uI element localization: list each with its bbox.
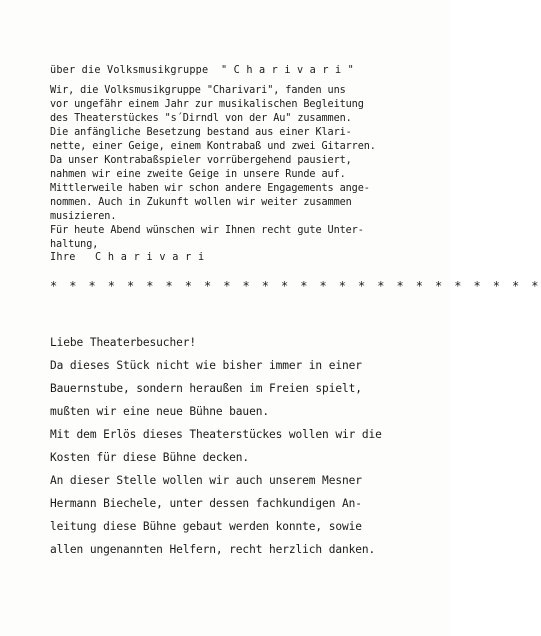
- section1-line: Da unser Kontrabaßspieler vorrübergehend pausiert,: [50, 155, 352, 166]
- section2-line: Kosten für diese Bühne decken.: [50, 451, 250, 464]
- star-divider: * * * * * * * * * * * * * * * * * * * * * * * * * *: [50, 279, 541, 293]
- section1-line: Die anfängliche Besetzung bestand aus einer Klari-: [50, 127, 352, 138]
- section2-line: An dieser Stelle wollen wir auch unserem Mesner: [50, 474, 362, 487]
- section1-line: nette, einer Geige, einem Kontrabaß und zwei Gitarren.: [50, 141, 376, 152]
- section1-line: vor ungefähr einem Jahr zur musikalischen Begleitung: [50, 99, 364, 110]
- section1-line: nahmen wir eine zweite Geige in unsere Runde auf.: [50, 169, 346, 180]
- section1-signature: Ihre C h a r i v a r i: [50, 252, 205, 263]
- section2-line: Bauernstube, sondern heraußen im Freien spielt,: [50, 382, 362, 395]
- section2-line: mußten wir eine neue Bühne bauen.: [50, 405, 269, 418]
- section1-line: des Theaterstückes "s´Dirndl von der Au" zusammen.: [50, 113, 352, 124]
- section1-line: Wir, die Volksmusikgruppe "Charivari", fanden uns: [50, 85, 346, 96]
- section1-line: haltung,: [50, 239, 99, 250]
- section2-greeting: Liebe Theaterbesucher!: [50, 336, 196, 349]
- section2-line: Da dieses Stück nicht wie bisher immer in einer: [50, 359, 362, 372]
- section2-line: Hermann Biechele, unter dessen fachkundigen An-: [50, 497, 362, 510]
- section2-line: Mit dem Erlös dieses Theaterstückes wollen wir die: [50, 428, 382, 441]
- section1-line: Mittlerweile haben wir schon andere Engagements ange-: [50, 183, 370, 194]
- section1-line: musizieren.: [50, 211, 117, 222]
- section2-line: allen ungenannten Helfern, recht herzlich danken.: [50, 543, 376, 556]
- section2-line: leitung diese Bühne gebaut werden konnte, sowie: [50, 520, 362, 533]
- section1-line: nommen. Auch in Zukunft wollen wir weiter zusammen: [50, 197, 352, 208]
- section1-line: Für heute Abend wünschen wir Ihnen recht gute Unter-: [50, 225, 364, 236]
- section1-heading: über die Volksmusikgruppe " C h a r i v a r i ": [50, 65, 355, 76]
